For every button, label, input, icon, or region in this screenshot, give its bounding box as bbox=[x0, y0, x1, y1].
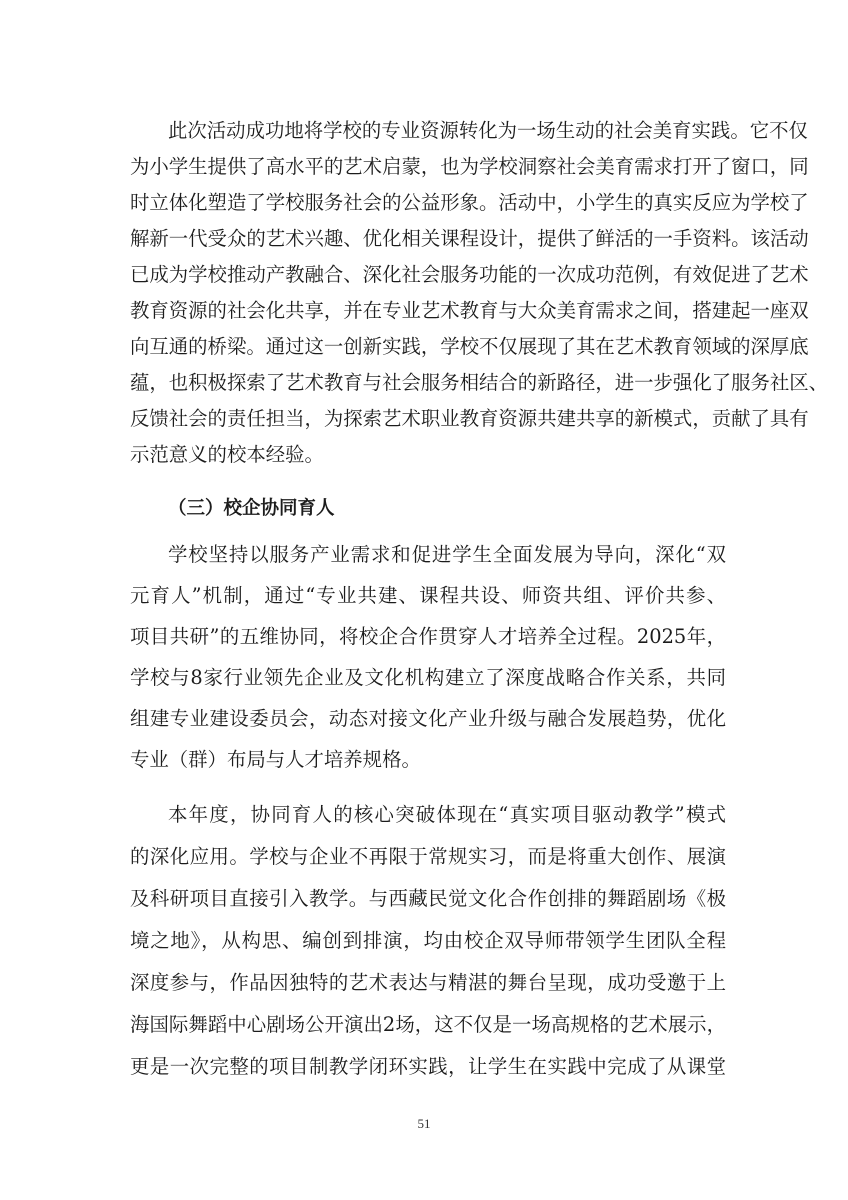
paragraph-line: 的深化应用。学校与企业不再限于常规实习，而是将重大创作、展演 bbox=[130, 845, 726, 868]
paragraph-line: 已成为学校推动产教融合、深化社会服务功能的一次成功范例，有效促进了艺术 bbox=[130, 263, 809, 286]
paragraph-line: 境之地》，从构思、编创到排演，均由校企双导师带领学生团队全程 bbox=[130, 929, 726, 952]
paragraph-line: 反馈社会的责任担当，为探索艺术职业教育资源共建共享的新模式，贡献了具有 bbox=[130, 407, 809, 430]
paragraph-line: 本年度，协同育人的核心突破体现在“真实项目驱动教学”模式 bbox=[168, 803, 726, 826]
paragraph-line: 元育人”机制，通过“专业共建、课程共设、师资共组、评价共参、 bbox=[130, 584, 726, 607]
paragraph-line: 专业（群）布局与人才培养规格。 bbox=[130, 748, 421, 771]
paragraph-line: 学校与8家行业领先企业及文化机构建立了深度战略合作关系，共同 bbox=[130, 666, 726, 689]
paragraph-line: 时立体化塑造了学校服务社会的公益形象。活动中，小学生的真实反应为学校了 bbox=[130, 191, 809, 214]
paragraph-line: 深度参与，作品因独特的艺术表达与精湛的舞台呈现，成功受邀于上 bbox=[130, 971, 726, 994]
paragraph-line: 蕴，也积极探索了艺术教育与社会服务相结合的新路径，进一步强化了服务社区、 bbox=[130, 371, 829, 394]
paragraph-line: 学校坚持以服务产业需求和促进学生全面发展为导向，深化“双 bbox=[168, 543, 726, 566]
page-number: 51 bbox=[417, 1116, 431, 1131]
paragraph-line: 此次活动成功地将学校的专业资源转化为一场生动的社会美育实践。它不仅 bbox=[168, 119, 808, 142]
paragraph-line: 及科研项目直接引入教学。与西藏民觉文化合作创排的舞蹈剧场《极 bbox=[130, 887, 726, 910]
paragraph-line: 海国际舞蹈中心剧场公开演出2场，这不仅是一场高规格的艺术展示， bbox=[130, 1013, 726, 1036]
paragraph-line: 解新一代受众的艺术兴趣、优化相关课程设计，提供了鲜活的一手资料。该活动 bbox=[130, 227, 809, 250]
paragraph-line: 组建专业建设委员会，动态对接文化产业升级与融合发展趋势，优化 bbox=[130, 707, 726, 730]
paragraph-line: 向互通的桥梁。通过这一创新实践，学校不仅展现了其在艺术教育领域的深厚底 bbox=[130, 335, 809, 358]
paragraph-line: 示范意义的校本经验。 bbox=[130, 443, 324, 466]
paragraph-line: 更是一次完整的项目制教学闭环实践，让学生在实践中完成了从课堂 bbox=[130, 1055, 726, 1078]
paragraph-line: 为小学生提供了高水平的艺术启蒙，也为学校洞察社会美育需求打开了窗口，同 bbox=[130, 155, 809, 178]
paragraph-line: 项目共研”的五维协同，将校企合作贯穿人才培养全过程。2025年， bbox=[130, 625, 726, 648]
paragraph-line: 教育资源的社会化共享，并在专业艺术教育与大众美育需求之间，搭建起一座双 bbox=[130, 299, 809, 322]
section-heading: （三）校企协同育人 bbox=[168, 498, 335, 519]
